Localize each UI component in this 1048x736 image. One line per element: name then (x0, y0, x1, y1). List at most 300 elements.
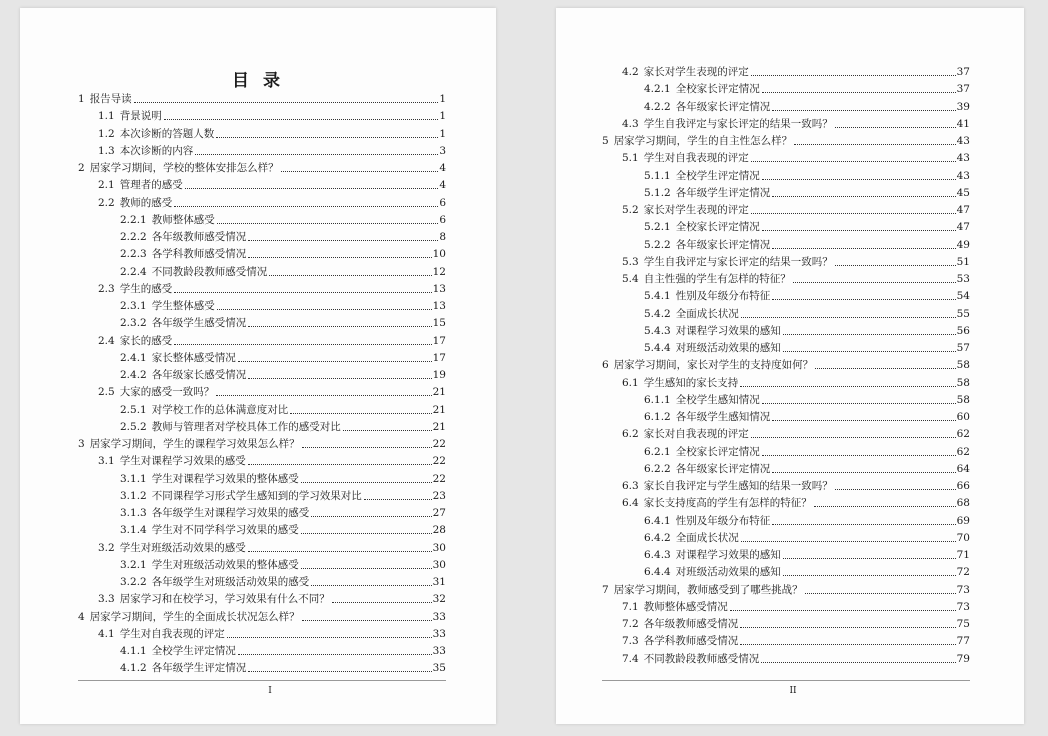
toc-entry-number: 5.1.1 (644, 169, 671, 182)
toc-leader-dots (174, 292, 431, 293)
toc-entry-label: 不同教龄段教师感受情况 (643, 652, 760, 665)
toc-title: 目 录 (232, 71, 284, 91)
toc-leader-dots (740, 386, 955, 387)
toc-entry-number: 2.4 (98, 334, 115, 347)
toc-entry-number: 3.1 (98, 455, 115, 468)
toc-leader-dots (185, 188, 439, 189)
toc-entry-page: 66 (956, 480, 970, 492)
footer-rule (602, 680, 970, 681)
toc-entry[interactable] (622, 271, 970, 285)
toc-entry-label: 家长自我评定与学生感知的结果一致吗？ (643, 480, 833, 492)
toc-leader-dots (805, 593, 956, 594)
toc-entry-page: 30 (432, 558, 446, 571)
toc-leader-dots (751, 437, 956, 438)
toc-entry-page: 15 (432, 317, 446, 330)
toc-leader-dots (248, 326, 431, 327)
toc-entry-number: 3.2.2 (120, 576, 147, 588)
toc-entry-label: 学生对课程学习效果的整体感受 (151, 472, 299, 485)
toc-entry-page: 73 (956, 600, 970, 613)
toc-entry-label: 全校学生评定情况 (675, 169, 760, 182)
toc-entry-page: 21 (432, 420, 446, 433)
toc-entry-number: 5.2 (622, 204, 639, 216)
toc-entry-label: 各年级学生对课程学习效果的感受 (151, 507, 310, 519)
toc-entry-number: 5 (602, 135, 609, 147)
toc-leader-dots (195, 154, 438, 155)
toc-entry[interactable] (120, 246, 446, 260)
toc-entry[interactable] (622, 202, 970, 216)
toc-entry[interactable] (120, 367, 446, 381)
toc-entry[interactable] (622, 375, 970, 389)
toc-entry-page: 75 (956, 618, 970, 630)
toc-entry-label: 对课程学习效果的感知 (675, 324, 781, 337)
toc-entry-number: 2.2.2 (120, 231, 147, 243)
toc-leader-dots (301, 568, 432, 569)
toc-entry[interactable] (622, 633, 970, 647)
toc-entry[interactable] (98, 195, 446, 209)
toc-leader-dots (216, 395, 431, 396)
toc-entry-number: 1 (78, 93, 85, 105)
toc-leader-dots (238, 654, 432, 655)
toc-leader-dots (216, 137, 438, 138)
toc-entry[interactable] (78, 91, 446, 105)
toc-entry-number: 7.2 (622, 618, 639, 630)
toc-entry[interactable] (644, 513, 970, 527)
toc-leader-dots (217, 309, 432, 310)
toc-entry-number: 4.1.1 (120, 645, 147, 657)
toc-leader-dots (248, 551, 432, 552)
toc-entry[interactable] (98, 333, 446, 347)
toc-entry-page: 17 (432, 351, 446, 364)
toc-entry[interactable] (644, 461, 970, 475)
toc-entry-page: 55 (956, 307, 970, 320)
toc-entry-number: 3.1.4 (120, 524, 147, 537)
toc-entry-number: 5.2.1 (644, 221, 671, 234)
toc-entry[interactable] (622, 150, 970, 164)
toc-entry-label: 本次诊断的内容 (119, 144, 194, 157)
toc-entry-number: 7.3 (622, 635, 639, 648)
toc-leader-dots (174, 344, 431, 345)
toc-leader-dots (227, 637, 432, 638)
toc-entry-page: 56 (956, 324, 970, 337)
toc-entry-page: 13 (432, 282, 446, 295)
toc-entry-number: 6.3 (622, 480, 639, 492)
toc-entry-page: 19 (432, 369, 446, 381)
toc-entry-page: 62 (956, 445, 970, 458)
toc-entry[interactable] (98, 177, 446, 191)
toc-entry-label: 居家学习期间，学生的全面成长状况怎么样？ (89, 610, 300, 623)
toc-entry-page: 28 (432, 524, 446, 537)
toc-entry[interactable] (644, 219, 970, 233)
toc-entry[interactable] (120, 557, 446, 571)
toc-entry[interactable] (120, 212, 446, 226)
toc-entry-page: 53 (956, 273, 970, 285)
toc-entry-number: 3.1.2 (120, 489, 147, 502)
toc-entry[interactable] (120, 488, 446, 502)
toc-entry-label: 家长对自我表现的评定 (643, 428, 749, 441)
toc-entry-number: 3.2.1 (120, 558, 147, 571)
toc-entry[interactable] (622, 478, 970, 492)
toc-entry-label: 对课程学习效果的感知 (675, 549, 781, 561)
toc-entry[interactable] (644, 564, 970, 578)
toc-entry-number: 6.4.4 (644, 566, 671, 579)
toc-leader-dots (751, 75, 956, 76)
toc-entry[interactable] (622, 599, 970, 613)
toc-entry-number: 3.1.1 (120, 472, 147, 485)
toc-entry[interactable] (602, 133, 970, 147)
toc-entry-label: 各年级教师感受情况 (643, 618, 739, 630)
toc-entry[interactable] (644, 530, 970, 544)
toc-entry-label: 居家学习期间，学生的课程学习效果怎么样？ (89, 438, 300, 450)
toc-leader-dots (311, 585, 431, 586)
toc-entry[interactable] (98, 591, 446, 605)
toc-entry-number: 2.5.1 (120, 403, 147, 416)
toc-leader-dots (248, 464, 432, 465)
toc-entry[interactable] (602, 357, 970, 371)
toc-entry-page: 1 (439, 127, 446, 140)
toc-entry[interactable] (644, 340, 970, 354)
toc-entry-label: 全校家长评定情况 (675, 445, 760, 458)
toc-leader-dots (751, 213, 956, 214)
toc-entry-number: 6.4 (622, 497, 639, 510)
toc-entry[interactable] (98, 143, 446, 157)
toc-entry[interactable] (98, 108, 446, 122)
toc-entry-page: 45 (956, 186, 970, 199)
toc-list-right (556, 8, 1024, 724)
toc-entry-page: 33 (432, 610, 446, 623)
toc-entry[interactable] (622, 116, 970, 130)
toc-entry-number: 5.1.2 (644, 186, 671, 199)
toc-entry-number: 2.5.2 (120, 420, 147, 433)
toc-entry-number: 6.4.1 (644, 514, 671, 527)
toc-entry-number: 6 (602, 359, 609, 372)
toc-entry[interactable] (644, 306, 970, 320)
toc-entry-page: 41 (956, 117, 970, 130)
toc-leader-dots (835, 489, 956, 490)
toc-leader-dots (740, 644, 955, 645)
toc-entry-label: 各年级教师感受情况 (151, 231, 247, 243)
toc-entry-page: 33 (432, 627, 446, 640)
toc-entry-label: 全校家长评定情况 (675, 221, 760, 234)
toc-leader-dots (794, 144, 955, 145)
toc-entry[interactable] (98, 126, 446, 140)
toc-entry-label: 性别及年级分布特征 (675, 290, 771, 303)
toc-entry-page: 4 (439, 162, 446, 174)
toc-entry-page: 4 (439, 179, 446, 192)
toc-entry-label: 家长的感受 (119, 334, 173, 347)
toc-leader-dots (311, 516, 431, 517)
toc-entry-page: 58 (956, 376, 970, 389)
toc-list-left (20, 8, 496, 724)
toc-entry[interactable] (120, 298, 446, 312)
toc-entry[interactable] (120, 419, 446, 433)
toc-leader-dots (364, 499, 432, 500)
toc-entry-label: 学生自我评定与家长评定的结果一致吗？ (643, 255, 833, 268)
toc-entry-page: 54 (956, 290, 970, 303)
toc-entry-number: 5.2.2 (644, 238, 671, 251)
toc-entry-number: 6.2 (622, 428, 639, 441)
toc-entry-page: 70 (956, 531, 970, 544)
toc-entry-label: 家长整体感受情况 (151, 351, 236, 364)
toc-entry[interactable] (120, 350, 446, 364)
toc-leader-dots (740, 627, 955, 628)
toc-entry-label: 大家的感受一致吗？ (119, 386, 215, 399)
toc-leader-dots (772, 196, 955, 197)
toc-entry-label: 各年级学生评定情况 (675, 186, 771, 199)
toc-entry-number: 5.3 (622, 255, 639, 268)
toc-leader-dots (835, 265, 956, 266)
toc-entry[interactable] (644, 185, 970, 199)
toc-entry-number: 6.2.1 (644, 445, 671, 458)
toc-entry-number: 2.4.2 (120, 369, 147, 381)
toc-entry-number: 5.4.1 (644, 290, 671, 303)
toc-entry-page: 71 (956, 549, 970, 561)
toc-leader-dots (762, 455, 956, 456)
toc-entry[interactable] (644, 392, 970, 406)
toc-entry-number: 4.3 (622, 117, 639, 130)
toc-entry[interactable] (78, 436, 446, 450)
toc-entry-page: 62 (956, 428, 970, 441)
toc-entry-number: 6.2.2 (644, 462, 671, 475)
toc-entry-page: 17 (432, 334, 446, 347)
toc-entry-label: 不同教龄段教师感受情况 (151, 265, 268, 278)
toc-entry-page: 37 (956, 83, 970, 96)
toc-entry[interactable] (644, 237, 970, 251)
toc-entry-number: 2.2.3 (120, 248, 147, 261)
toc-entry[interactable] (78, 609, 446, 623)
toc-entry-label: 管理者的感受 (119, 179, 183, 192)
toc-leader-dots (164, 119, 439, 120)
toc-entry-page: 32 (432, 593, 446, 606)
toc-entry-page: 64 (956, 462, 970, 475)
toc-entry[interactable] (644, 409, 970, 423)
toc-entry-label: 不同课程学习形式学生感知到的学习效果对比 (151, 489, 362, 502)
toc-entry[interactable] (120, 574, 446, 588)
toc-entry-page: 13 (432, 300, 446, 312)
toc-entry-page: 47 (956, 221, 970, 234)
toc-entry-page: 51 (956, 255, 970, 268)
toc-entry-page: 33 (432, 645, 446, 657)
toc-entry-label: 居家学习和在校学习，学习效果有什么不同？ (119, 593, 330, 606)
toc-entry[interactable] (622, 495, 970, 509)
toc-leader-dots (783, 351, 956, 352)
toc-entry-label: 学生对课程学习效果的感受 (119, 455, 246, 468)
toc-entry-page: 8 (439, 231, 446, 243)
toc-entry-label: 家长对学生表现的评定 (643, 204, 749, 216)
toc-entry-number: 4.2.2 (644, 100, 671, 113)
toc-entry-page: 30 (432, 541, 446, 554)
toc-entry[interactable] (644, 99, 970, 113)
toc-leader-dots (134, 102, 439, 103)
toc-entry-label: 各年级家长评定情况 (675, 100, 771, 113)
toc-entry[interactable] (98, 384, 446, 398)
toc-entry[interactable] (644, 81, 970, 95)
toc-entry-number: 3.2 (98, 541, 115, 554)
toc-entry-page: 58 (956, 393, 970, 406)
toc-entry-label: 各年级家长感受情况 (151, 369, 247, 381)
toc-leader-dots (835, 127, 956, 128)
toc-entry-label: 各年级学生感知情况 (675, 411, 771, 423)
toc-entry-number: 7.1 (622, 600, 639, 613)
toc-leader-dots (730, 610, 956, 611)
toc-entry-page: 49 (956, 238, 970, 251)
toc-leader-dots (217, 223, 439, 224)
toc-entry-number: 2.1 (98, 179, 115, 192)
toc-leader-dots (793, 282, 956, 283)
toc-entry-label: 学生对不同学科学习效果的感受 (151, 524, 299, 537)
toc-entry-page: 39 (956, 100, 970, 113)
toc-entry[interactable] (98, 540, 446, 554)
toc-entry[interactable] (622, 651, 970, 665)
toc-leader-dots (762, 230, 956, 231)
toc-entry[interactable] (120, 315, 446, 329)
toc-entry-number: 4.2.1 (644, 83, 671, 96)
toc-entry-page: 58 (956, 359, 970, 372)
toc-leader-dots (772, 110, 955, 111)
toc-entry-label: 家长支持度高的学生有怎样的特征？ (643, 497, 812, 510)
toc-entry-label: 学生对班级活动效果的感受 (119, 541, 246, 554)
toc-entry-number: 7 (602, 583, 609, 596)
toc-entry-number: 1.1 (98, 110, 115, 123)
toc-entry-number: 3.1.3 (120, 507, 147, 519)
toc-leader-dots (248, 257, 431, 258)
toc-leader-dots (772, 248, 955, 249)
toc-entry-number: 4.2 (622, 66, 639, 78)
toc-entry[interactable] (78, 160, 446, 174)
toc-entry-number: 2.4.1 (120, 351, 147, 364)
toc-leader-dots (302, 447, 432, 448)
toc-entry-number: 1.2 (98, 127, 115, 140)
toc-entry[interactable] (644, 288, 970, 302)
toc-entry-label: 背景说明 (119, 110, 162, 123)
toc-entry[interactable] (98, 626, 446, 640)
toc-leader-dots (751, 161, 956, 162)
toc-entry-page: 1 (439, 110, 446, 123)
toc-entry-label: 学生对自我表现的评定 (119, 627, 225, 640)
toc-entry[interactable] (622, 426, 970, 440)
toc-entry[interactable] (120, 264, 446, 278)
toc-entry[interactable] (644, 444, 970, 458)
toc-leader-dots (269, 275, 431, 276)
toc-entry-label: 各学科教师感受情况 (151, 248, 247, 261)
toc-page-right (556, 8, 1024, 724)
toc-entry-number: 6.4.3 (644, 549, 671, 561)
toc-entry-number: 2 (78, 162, 85, 174)
toc-entry-page: 43 (956, 135, 970, 147)
toc-entry-page: 72 (956, 566, 970, 579)
toc-entry-number: 5.4 (622, 273, 639, 285)
toc-entry-page: 27 (432, 507, 446, 519)
toc-entry-number: 2.3.1 (120, 300, 147, 312)
toc-entry[interactable] (622, 254, 970, 268)
toc-entry[interactable] (120, 522, 446, 536)
toc-entry-label: 学生对班级活动效果的整体感受 (151, 558, 299, 571)
toc-entry-label: 报告导读 (89, 93, 132, 105)
toc-entry-number: 5.1 (622, 152, 639, 165)
toc-entry-label: 对学校工作的总体满意度对比 (151, 403, 289, 416)
toc-entry-number: 3 (78, 438, 85, 450)
toc-entry-page: 22 (432, 472, 446, 485)
toc-entry-page: 47 (956, 204, 970, 216)
toc-entry[interactable] (120, 471, 446, 485)
toc-entry-page: 69 (956, 514, 970, 527)
toc-entry-label: 对班级活动效果的感知 (675, 342, 781, 354)
toc-entry[interactable] (120, 660, 446, 674)
toc-entry-label: 全校家长评定情况 (675, 83, 760, 96)
toc-entry-page: 21 (432, 386, 446, 399)
toc-entry-page: 43 (956, 169, 970, 182)
toc-leader-dots (815, 368, 955, 369)
toc-entry[interactable] (120, 229, 446, 243)
toc-entry[interactable] (98, 281, 446, 295)
toc-leader-dots (332, 602, 432, 603)
toc-entry-label: 本次诊断的答题人数 (119, 127, 215, 140)
toc-entry-number: 5.4.2 (644, 307, 671, 320)
toc-entry-page: 22 (432, 438, 446, 450)
page-number: II (789, 686, 797, 696)
toc-entry-page: 22 (432, 455, 446, 468)
toc-entry-label: 各学科教师感受情况 (643, 635, 739, 648)
toc-entry-label: 学生感知的家长支持 (643, 376, 739, 389)
toc-entry-page: 10 (432, 248, 446, 261)
toc-leader-dots (741, 541, 956, 542)
toc-entry-number: 1.3 (98, 144, 115, 157)
toc-entry-page: 23 (432, 489, 446, 502)
toc-entry[interactable] (98, 453, 446, 467)
toc-entry-page: 31 (432, 576, 446, 588)
toc-entry-number: 6.1.2 (644, 411, 671, 423)
toc-leader-dots (741, 317, 956, 318)
toc-entry-label: 自主性强的学生有怎样的特征？ (643, 273, 791, 285)
page-number: I (268, 686, 272, 696)
toc-entry-label: 各年级家长评定情况 (675, 238, 771, 251)
toc-entry-label: 居家学习期间，学校的整体安排怎么样？ (89, 162, 279, 174)
toc-entry-page: 73 (956, 583, 970, 596)
toc-entry-number: 6.4.2 (644, 531, 671, 544)
toc-leader-dots (762, 403, 956, 404)
toc-entry-label: 全面成长状况 (675, 307, 739, 320)
toc-entry-number: 3.3 (98, 593, 115, 606)
footer-rule (78, 680, 446, 681)
toc-entry-label: 学生整体感受 (151, 300, 215, 312)
toc-entry[interactable] (120, 505, 446, 519)
toc-entry-label: 对班级活动效果的感知 (675, 566, 781, 579)
toc-entry-page: 68 (956, 497, 970, 510)
toc-entry-label: 居家学习期间，教师感受到了哪些挑战？ (613, 583, 803, 596)
toc-entry-page: 6 (439, 213, 446, 226)
toc-entry-number: 4.1 (98, 627, 115, 640)
toc-leader-dots (783, 558, 956, 559)
toc-entry[interactable] (602, 582, 970, 596)
toc-entry-label: 全面成长状况 (675, 531, 739, 544)
toc-entry[interactable] (120, 402, 446, 416)
toc-entry-label: 居家学习期间，家长对学生的支持度如何？ (613, 359, 814, 372)
toc-leader-dots (290, 413, 431, 414)
toc-leader-dots (174, 206, 438, 207)
toc-entry[interactable] (644, 323, 970, 337)
toc-entry[interactable] (120, 643, 446, 657)
toc-entry-number: 5.4.4 (644, 342, 671, 354)
toc-entry-label: 家长对学生表现的评定 (643, 66, 749, 78)
toc-entry[interactable] (644, 547, 970, 561)
toc-leader-dots (814, 506, 956, 507)
toc-entry[interactable] (622, 64, 970, 78)
toc-entry[interactable] (622, 616, 970, 630)
toc-entry-number: 2.2 (98, 196, 115, 209)
toc-entry-number: 2.5 (98, 386, 115, 399)
toc-entry-number: 2.2.1 (120, 213, 147, 226)
toc-entry[interactable] (644, 168, 970, 182)
toc-entry-label: 性别及年级分布特征 (675, 514, 771, 527)
